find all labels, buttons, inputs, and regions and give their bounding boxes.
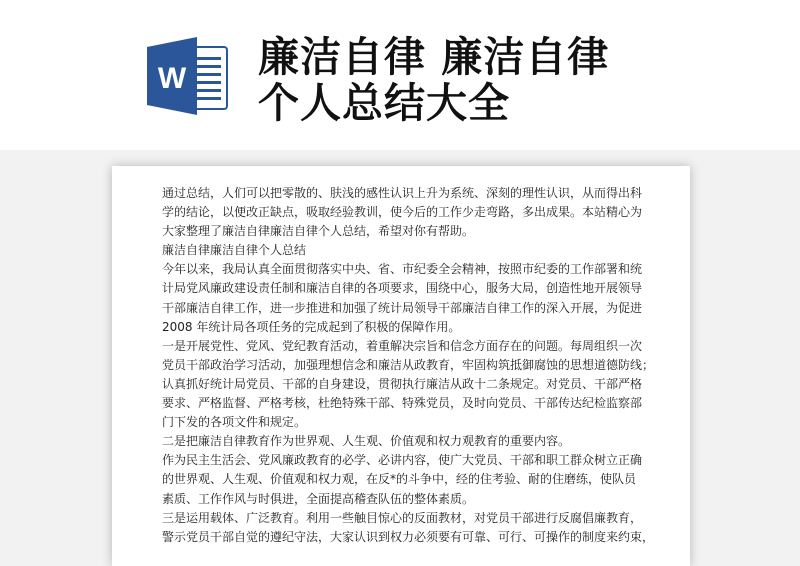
document-line: 今年以来，我局认真全面贯彻落实中央、省、市纪委全会精神，按照市纪委的工作部署和统 — [162, 262, 643, 277]
document-line: 通过总结，人们可以把零散的、肤浅的感性认识上升为系统、深刻的理性认识，从而得出科 — [162, 186, 643, 200]
document-line: 计局党风廉政建设责任制和廉洁自律的各项要求，围绕中心，服务大局，创造性地开展领导 — [162, 281, 643, 296]
document-line: 学的结论，以便改正缺点，吸取经验教训，使今后的工作少走弯路，多出成果。本站精心为 — [162, 205, 643, 220]
document-line: 警示党员干部自觉的遵纪守法，大家认识到权力必须要有可靠、可行、可操作的制度来约束， — [162, 529, 655, 544]
header — [0, 0, 800, 150]
title-line: 个人总结大全 — [258, 79, 510, 127]
title-line: 廉洁自律 廉洁自律 — [258, 33, 610, 81]
document-line: 三是运用载体、广泛教育。利用一些触目惊心的反面教材，对党员干部进行反腐倡廉教育， — [162, 510, 643, 525]
document-line: 素质、工作作风与时俱进，全面提高稽查队伍的整体素质。 — [162, 491, 475, 506]
document-line: 认真抓好统计局党员、干部的自身建设，贯彻执行廉洁从政十二条规定。对党员、干部严格 — [162, 376, 643, 391]
word-icon-letter: W — [157, 62, 187, 95]
document-line: 大家整理了廉洁自律廉洁自律个人总结，希望对你有帮助。 — [162, 224, 475, 239]
document-line: 廉洁自律廉洁自律个人总结 — [162, 243, 307, 258]
document-line: 的世界观、人生观、价值观和权力观，在反*的斗争中，经的住考验、耐的住磨练，使队员 — [162, 472, 637, 487]
document-page — [112, 166, 690, 566]
document-body — [162, 184, 655, 547]
document-line: 二是把廉洁自律教育作为世界观、人生观、价值观和权力观教育的重要内容。 — [162, 434, 571, 449]
document-line: 要求、严格监督、严格考核，杜绝特殊干部、特殊党员，及时向党员、干部传达纪检监察部 — [162, 396, 643, 411]
document-line: 一是开展党性、党风、党纪教育活动，着重解决宗旨和信念方面存在的问题。每周组织一次 — [162, 338, 643, 353]
document-line: 作为民主生活会、党风廉政教育的必学、必讲内容，使广大党员、干部和职工群众树立正确 — [162, 453, 643, 468]
document-line: 干部廉洁自律工作，进一步推进和加强了统计局领导干部廉洁自律工作的深入开展，为促进 — [162, 300, 643, 315]
page-title — [258, 34, 609, 126]
document-line: 党员干部政治学习活动，加强理想信念和廉洁从政教育，牢固构筑抵御腐蚀的思想道德防线； — [162, 357, 655, 372]
word-icon — [143, 33, 229, 119]
document-line: 2008 年统计局各项任务的完成起到了积极的保障作用。 — [162, 319, 461, 334]
document-line: 门下发的各项文件和规定。 — [162, 415, 307, 430]
